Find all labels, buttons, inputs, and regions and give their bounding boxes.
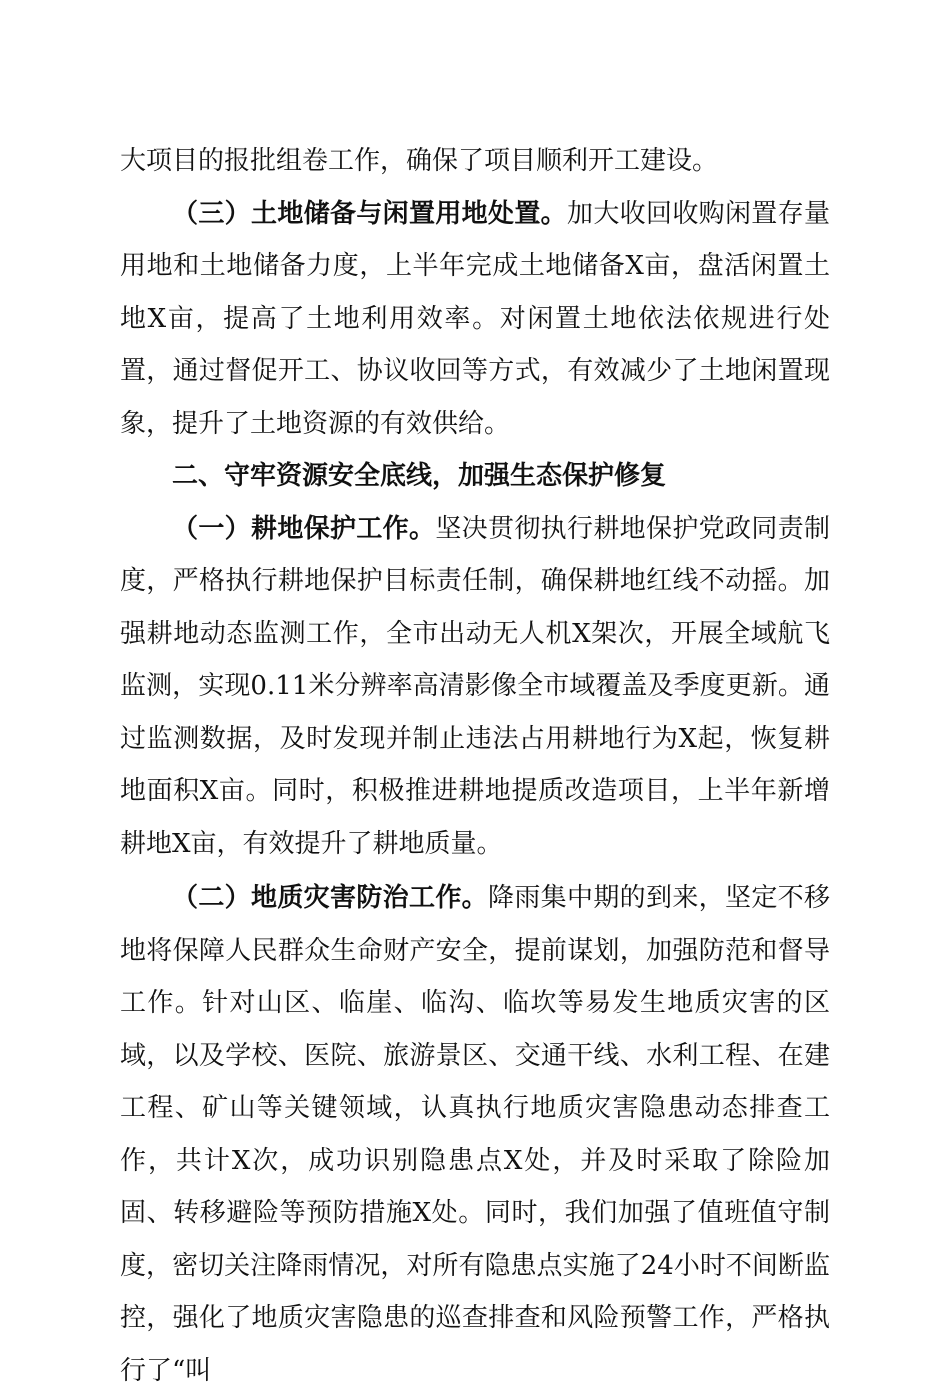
paragraph-text: 加大收回收购闲置存量用地和土地储备力度，上半年完成土地储备X亩，盘活闲置土地X亩，提高了土地利用效率。对闲置土地依法依规进行处置，通过督促开工、协议收回等方式，有效减少了土地闲置现象，提升了土地资源的有效供给。 bbox=[120, 198, 830, 439]
paragraph-lead: （二）地质灾害防治工作。 bbox=[172, 883, 488, 913]
paragraph-geohazard-prevention bbox=[120, 872, 830, 1397]
paragraph-text: 坚决贯彻执行耕地保护党政同责制度，严格执行耕地保护目标责任制，确保耕地红线不动摇。加强耕地动态监测工作，全市出动无人机X架次，开展全域航飞监测，实现0.11米分辨率高清影像全市域覆盖及季度更新。通过监测数据，及时发现并制止违法占用耕地行为X起，恢复耕地面积X亩。同时，积极推进耕地提质改造项目，上半年新增耕地X亩，有效提升了耕地质量。 bbox=[120, 513, 830, 859]
paragraph-text: 降雨集中期的到来，坚定不移地将保障人民群众生命财产安全，提前谋划，加强防范和督导工作。针对山区、临崖、临沟、临坎等易发生地质灾害的区域，以及学校、医院、旅游景区、交通干线、水利工程、在建工程、矿山等关键领域，认真执行地质灾害隐患动态排查工作，共计X次，成功识别隐患点X处，并及时采取了除险加固、转移避险等预防措施X处。同时，我们加强了值班值守制度，密切关注降雨情况，对所有隐患点实施了24小时不间断监控，强化了地质灾害隐患的巡查排查和风险预警工作，严格执行了“叫 bbox=[120, 883, 830, 1386]
paragraph-continuation bbox=[120, 135, 830, 188]
paragraph-farmland-protection bbox=[120, 503, 830, 871]
section-heading: 二、守牢资源安全底线，加强生态保护修复 bbox=[172, 461, 667, 491]
paragraph-land-reserve bbox=[120, 188, 830, 451]
paragraph-lead: （三）土地储备与闲置用地处置。 bbox=[172, 198, 567, 229]
paragraph-lead: （一）耕地保护工作。 bbox=[172, 513, 436, 544]
document-body bbox=[120, 135, 830, 1397]
paragraph-text: 大项目的报批组卷工作，确保了项目顺利开工建设。 bbox=[120, 146, 719, 176]
